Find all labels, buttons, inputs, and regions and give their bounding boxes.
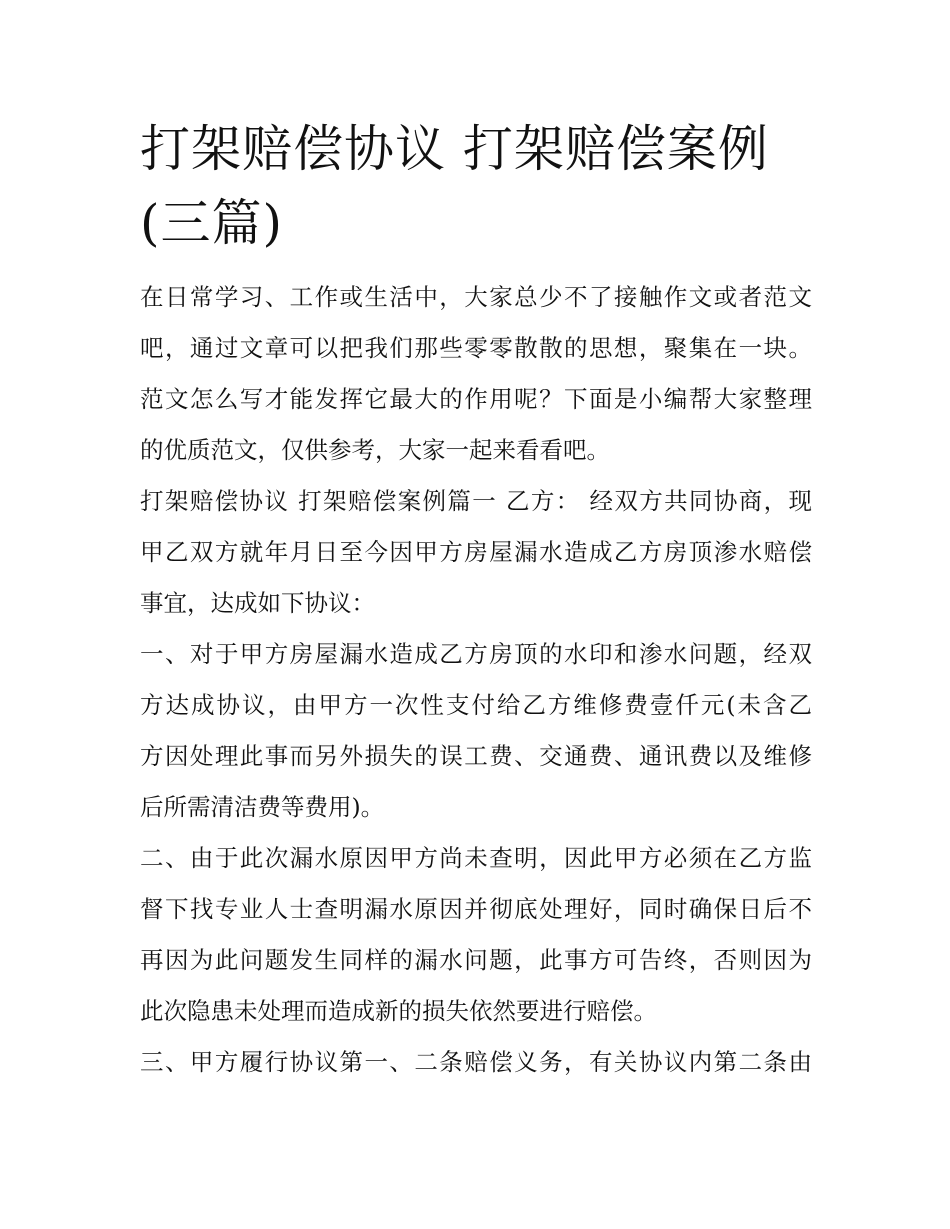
- text-line: 方因处理此事而另外损失的误工费、交通费、通讯费以及维修: [140, 742, 812, 770]
- text-line: 范文怎么写才能发挥它最大的作用呢？下面是小编帮大家整理: [140, 385, 812, 413]
- text-line: 打架赔偿协议 打架赔偿案例篇一 乙方： 经双方共同协商，现: [140, 487, 812, 515]
- text-line: 甲乙双方就年月日至今因甲方房屋漏水造成乙方房顶渗水赔偿: [140, 538, 812, 566]
- title-line: 打架赔偿协议 打架赔偿案例: [140, 120, 769, 178]
- clause-two-paragraph: [140, 833, 812, 1037]
- text-line: 事宜，达成如下协议：: [140, 589, 375, 617]
- text-line: 此次隐患未处理而造成新的损失依然要进行赔偿。: [140, 997, 657, 1025]
- title-line: (三篇): [140, 194, 284, 252]
- text-line: 的优质范文，仅供参考，大家一起来看看吧。: [140, 436, 610, 464]
- text-line: 吧，通过文章可以把我们那些零零散散的思想，聚集在一块。: [140, 334, 812, 362]
- intro-paragraph: [140, 272, 812, 476]
- text-line: 方达成协议，由甲方一次性支付给乙方维修费壹仟元(未含乙: [140, 691, 812, 719]
- text-line: 二、由于此次漏水原因甲方尚未查明，因此甲方必须在乙方监: [140, 844, 812, 872]
- document-body: [140, 272, 812, 1088]
- clause-three-paragraph: [140, 1037, 812, 1088]
- text-line: 后所需清洁费等费用)。: [140, 793, 385, 821]
- document-title: [140, 112, 812, 260]
- text-line: 督下找专业人士查明漏水原因并彻底处理好，同时确保日后不: [140, 895, 812, 923]
- text-line: 三、甲方履行协议第一、二条赔偿义务，有关协议内第二条由: [140, 1048, 812, 1076]
- document-page: [140, 112, 812, 1088]
- text-line: 一、对于甲方房屋漏水造成乙方房顶的水印和渗水问题，经双: [140, 640, 812, 668]
- text-line: 在日常学习、工作或生活中，大家总少不了接触作文或者范文: [140, 283, 812, 311]
- clause-one-paragraph: [140, 629, 812, 833]
- text-line: 再因为此问题发生同样的漏水问题，此事方可告终，否则因为: [140, 946, 812, 974]
- agreement-intro-paragraph: [140, 476, 812, 629]
